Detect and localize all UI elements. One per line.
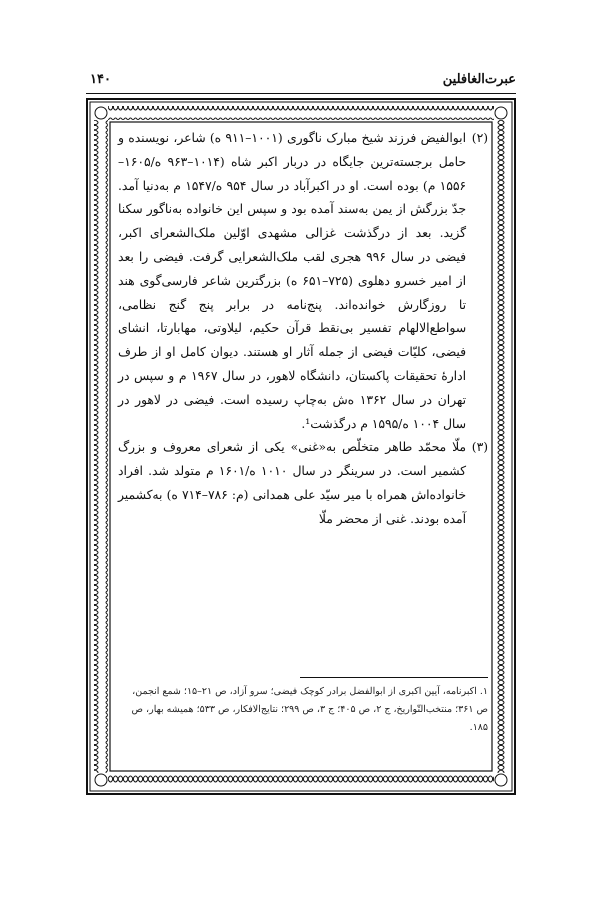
footnote-divider [300, 677, 488, 678]
entry-text: ابوالفیض فرزند شیخ مبارک ناگوری (۱۰۰۱–۹۱۱ ه) شاعر، نویسنده و حامل برجسته‌ترین جایگاه در دربار اکبر شاه (۱۰۱۴–۹۶۳ ه/۱۶۰۵–۱۵۵۶ م) بوده است. او در اکبرآباد در سال ۹۵۴ ه/۱۵۴۷ م به‌دنیا آمد. جدّ بزرگش از یمن به‌سند آمده بود و سپس این خانواده به‌ناگور سکنا گزید. بعد از درگذشت غزالی مشهدی اوّلین ملک‌الشعرای اکبر، فیضی در سال ۹۹۶ هجری لقب ملک‌الشعرایی گرفت. فیضی را بعد از امیر خسرو دهلوی (۷۲۵–۶۵۱ ه) بزرگترین شاعر فارسی‌گوی هند تا روزگارش خوانده‌اند. پنج‌نامه در برابر پنج گنج نظامی، سواطع‌الالهام تفسیر بی‌نقط قرآن حکیم، لیلاوتی، مهابارتا، انشای فیضی، کلیّات فیضی از جمله آثار او هستند. دیوان کامل او از طرف ادارهٔ تحقیقات پاکستان، دانشگاه لاهور، در سال ۱۹۶۷ م و سپس در تهران در سال ۱۳۶۲ ه‌ش به‌چاپ رسیده است. فیضی در لاهور در سال ۱۰۰۴ ه/۱۵۹۵ م درگذشت¹. [118, 131, 467, 431]
entry-number: (۲) [471, 131, 488, 145]
footnote-item: ۱. اکبرنامه، آیین اکبری از ابوالفضل برادر کوچک فیضی؛ سرو آزاد، ص ۲۱–۱۵؛ شمع انجمن، ص ۳۶۱؛ منتخب‌التّواریخ، ج ۲، ص ۴۰۵؛ ج ۳، ص ۲۹۹؛ نتایج‌الافکار، ص ۵۳۳؛ همیشه بهار، ص ۱۸۵. [131, 686, 488, 733]
entry-item-2 [118, 127, 488, 436]
page-header [86, 70, 516, 92]
header-rule [86, 93, 516, 94]
book-title: عبرت‌الغافلین [442, 72, 516, 87]
entry-item-3 [118, 436, 488, 531]
entry-text: ملّا محمّد طاهر متخلّص به«غنی» یکی از شعرای معروف و بزرگ کشمیر است. در سرینگر در سال ۱۰۱۰ ه/۱۶۰۱ م متولد شد. افراد خانواده‌اش همراه با میر سیّد علی همدانی (م: ۷۸۶–۷۱۴ ه) به‌کشمیر آمده بودند. غنی از محضر ملّا [118, 440, 466, 526]
page-number: ۱۴۰ [90, 72, 111, 87]
footnotes [118, 683, 488, 737]
main-text [118, 127, 488, 532]
entry-number: (۳) [471, 440, 488, 455]
